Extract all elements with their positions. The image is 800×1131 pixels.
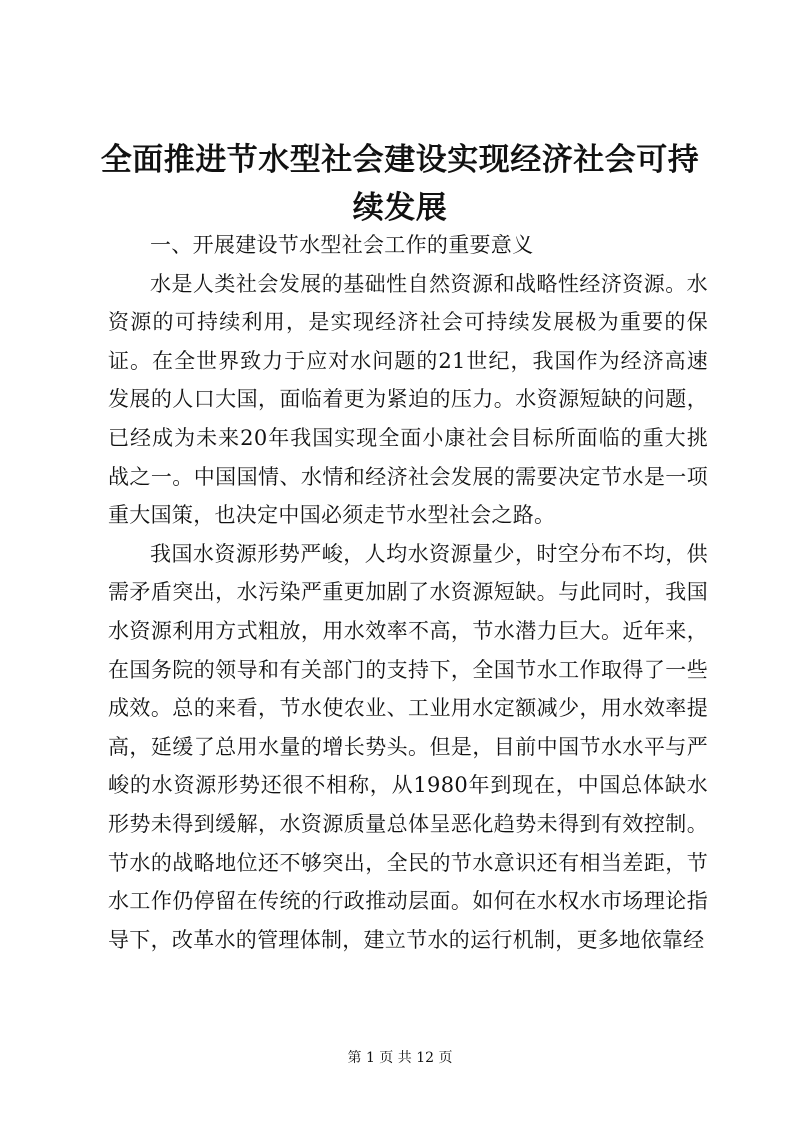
paragraph-1: 水是人类社会发展的基础性自然资源和战略性经济资源。水资源的可持续利用，是实现经济社会可持续发展极为重要的保证。在全世界致力于应对水问题的21世纪，我国作为经济高速发展的人口大国，面临着更为紧迫的压力。水资源短缺的问题，已经成为未来20年我国实现全面小康社会目标所面临的重大挑战之一。中国国情、水情和经济社会发展的需要决定节水是一项重大国策，也决定中国必须走节水型社会之路。 (108, 271, 708, 528)
paragraph-2: 我国水资源形势严峻，人均水资源量少，时空分布不均，供需矛盾突出，水污染严重更加剧了水资源短缺。与此同时，我国水资源利用方式粗放，用水效率不高，节水潜力巨大。近年来，在国务院的领导和有关部门的支持下，全国节水工作取得了一些成效。总的来看，节水使农业、工业用水定额减少，用水效率提高，延缓了总用水量的增长势头。但是，目前中国节水水平与严峻的水资源形势还很不相称，从1980年到现在，中国总体缺水形势未得到缓解，水资源质量总体呈恶化趋势未得到有效控制。节水的战略地位还不够突出，全民的节水意识还有相当差距，节水工作仍停留在传统的行政推动层面。如何在水权水市场理论指导下，改革水的管理体制，建立节水的运行机制，更多地依靠经 (108, 541, 708, 952)
page-footer: 第 1 页 共 12 页 (347, 1050, 453, 1066)
section-heading: 一、开展建设节水型社会工作的重要意义 (150, 233, 534, 257)
document-title: 全面推进节水型社会建设实现经济社会可持续发展 (100, 142, 700, 226)
document-body (108, 226, 708, 959)
